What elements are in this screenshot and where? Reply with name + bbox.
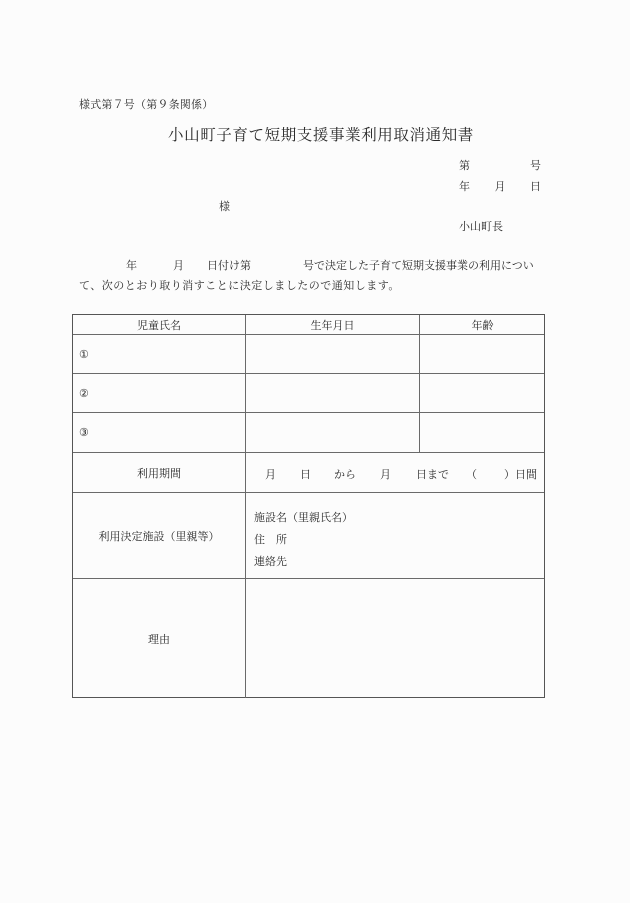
body-year: 年	[126, 259, 137, 272]
child-row-1-age[interactable]	[420, 335, 545, 373]
period-start-month: 月	[265, 467, 276, 481]
header-child-name: 児童氏名	[137, 319, 181, 332]
child-row-1-birthdate[interactable]	[246, 335, 419, 373]
child-row-3-birthdate[interactable]	[246, 413, 419, 452]
addressee: 様	[219, 200, 230, 213]
issue-number-suffix: 号	[530, 159, 541, 172]
child-row-2-birthdate[interactable]	[246, 374, 419, 412]
period-open-paren: （	[466, 467, 477, 481]
child-marker-1: ①	[79, 347, 89, 361]
period-end-month: 月	[380, 467, 391, 481]
reason-label: 理由	[148, 632, 170, 646]
child-marker-3: ③	[79, 426, 89, 439]
notification-table	[72, 314, 545, 698]
reason-value[interactable]	[246, 579, 545, 698]
child-row-3-name[interactable]	[79, 413, 245, 452]
issue-date-month: 月	[494, 180, 506, 193]
facility-name-field: 施設名（里親氏名）	[254, 511, 353, 524]
facility-address-field: 住 所	[254, 533, 287, 546]
body-decision-text: 号で決定した子育て短期支援事業の利用につい	[303, 259, 534, 272]
period-start-day: 日	[300, 467, 311, 481]
body-month: 月	[173, 259, 184, 272]
header-birthdate: 生年月日	[310, 319, 355, 332]
body-text-line-2: て、次のとおり取り消すことに決定しましたので通知します。	[79, 279, 400, 292]
period-end-day: 日まで	[416, 467, 449, 481]
facility-value[interactable]	[246, 493, 545, 578]
form-number: 様式第７号（第９条関係）	[79, 98, 214, 111]
issue-date	[459, 178, 541, 194]
body-day-ref: 日付け第	[207, 259, 251, 272]
issue-date-day: 日	[530, 180, 541, 193]
facility-label: 利用決定施設（里親等）	[98, 529, 220, 543]
header-age: 年齢	[471, 319, 494, 332]
issue-number-prefix: 第	[459, 159, 470, 172]
period-label: 利用期間	[137, 466, 181, 480]
child-row-3-age[interactable]	[420, 413, 545, 452]
issue-date-year: 年	[459, 180, 470, 193]
child-marker-2: ②	[79, 386, 89, 400]
document-title: 小山町子育て短期支援事業利用取消通知書	[168, 126, 474, 144]
issue-number	[459, 157, 541, 173]
facility-contact-field: 連絡先	[254, 555, 287, 568]
issuer: 小山町長	[459, 220, 503, 233]
period-from: から	[334, 467, 356, 481]
child-row-1-name[interactable]	[79, 335, 245, 373]
child-row-2-name[interactable]	[79, 374, 245, 412]
period-value[interactable]	[246, 453, 545, 492]
period-days: ）日間	[504, 467, 537, 481]
child-row-2-age[interactable]	[420, 374, 545, 412]
